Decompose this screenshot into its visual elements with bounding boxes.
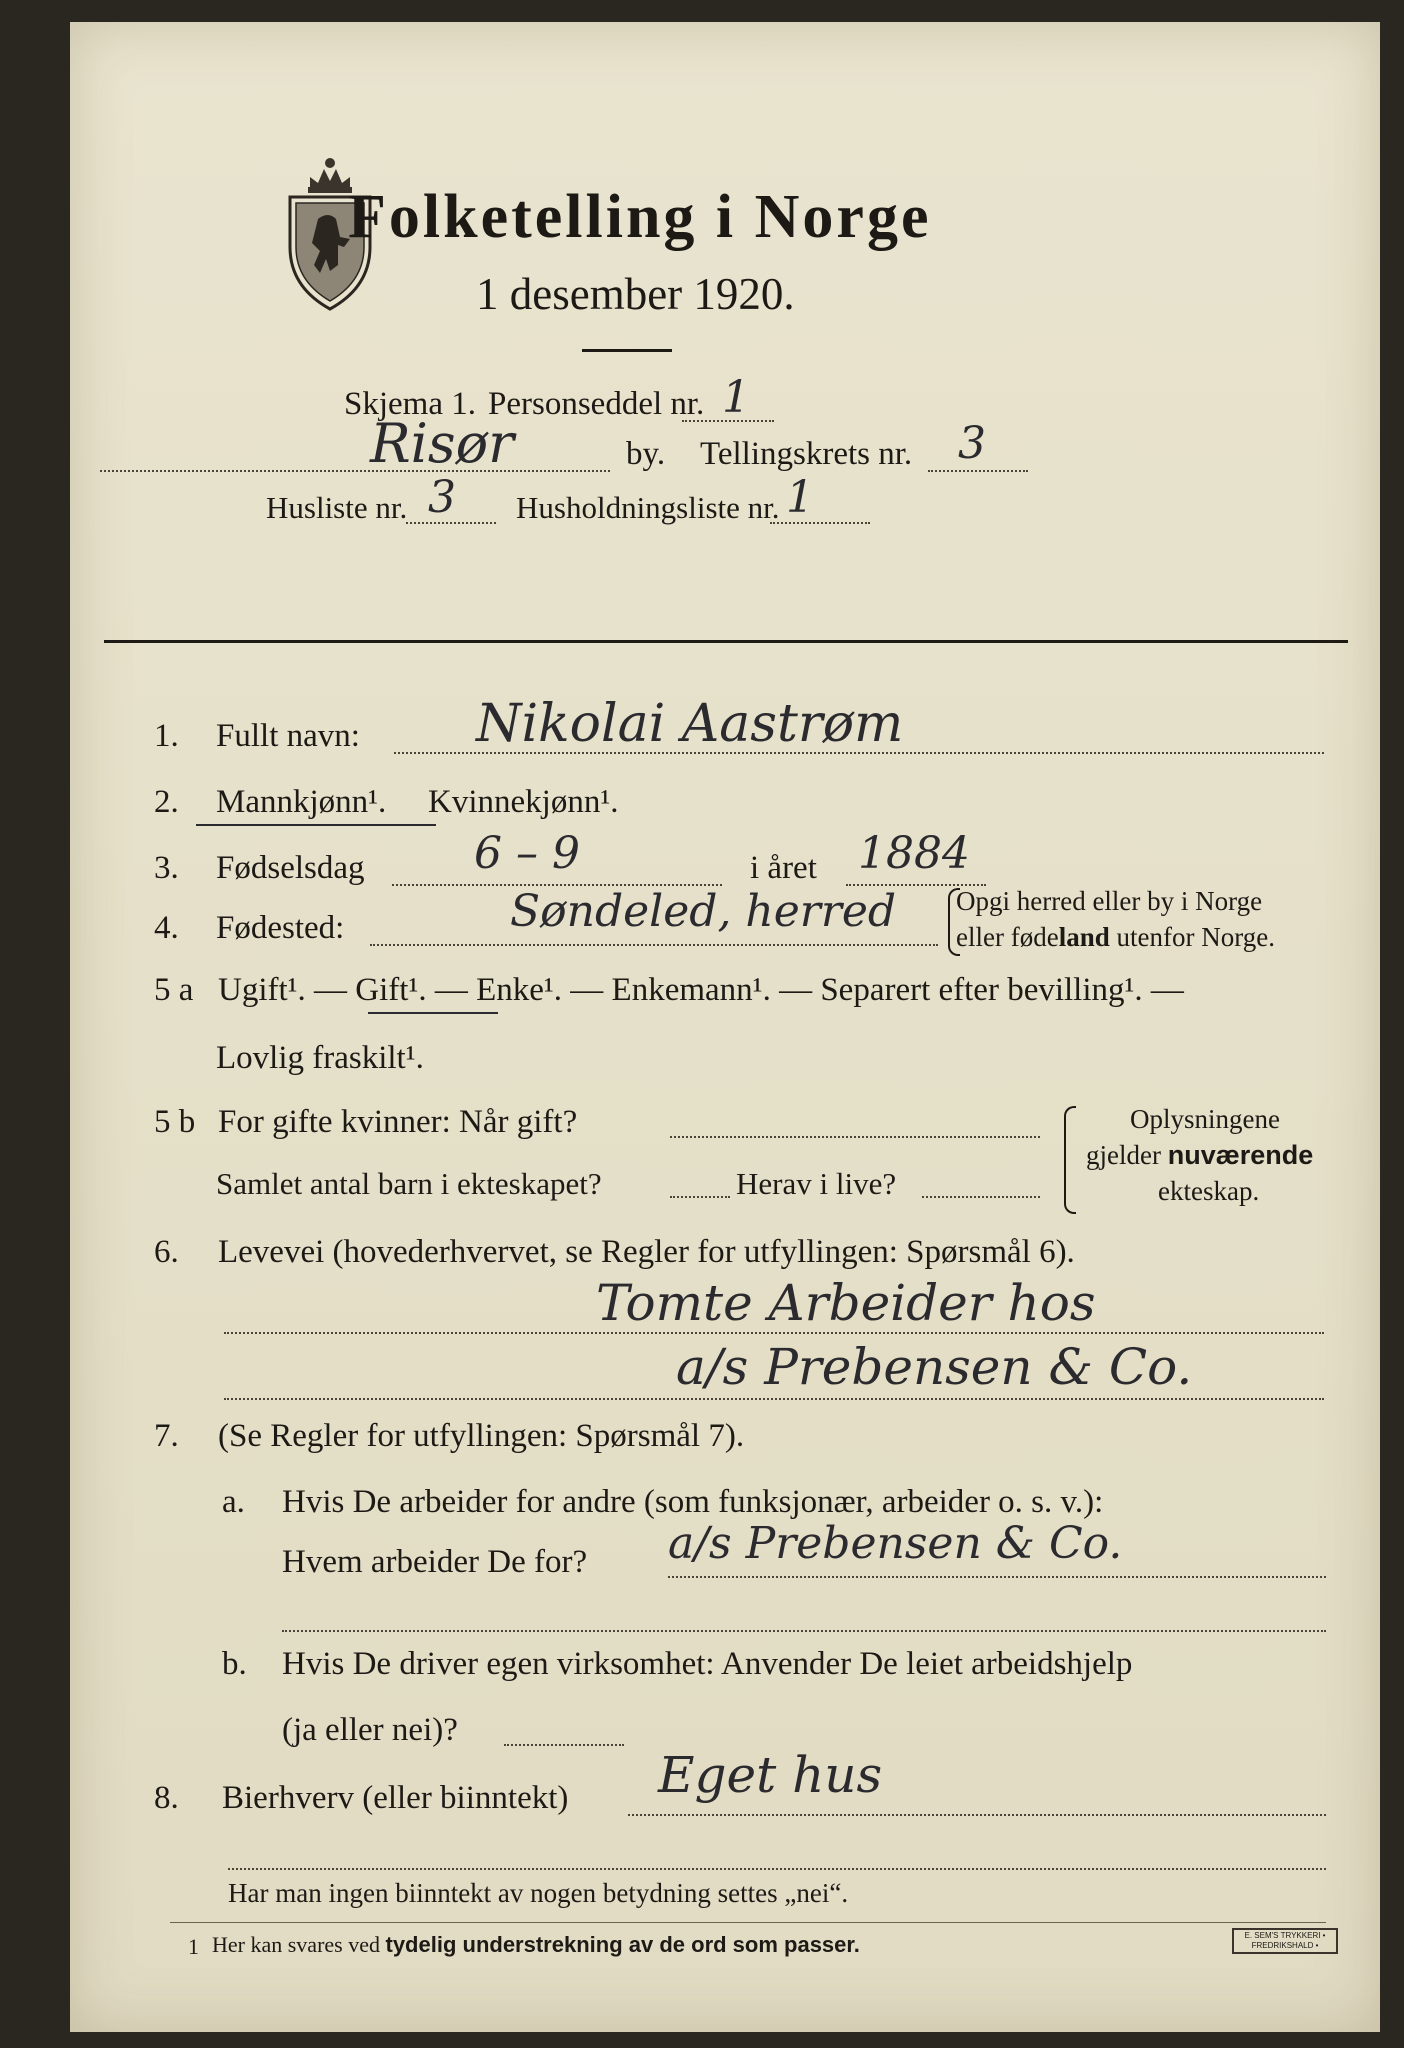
q6-label: Levevei (hovederhvervet, se Regler for utfyllingen: Spørsmål 6). [218, 1234, 1075, 1270]
census-form-page [70, 22, 1380, 2032]
q7a-field-line-2 [282, 1630, 1326, 1632]
q6-number: 6. [154, 1234, 179, 1270]
q8-number: 8. [154, 1780, 179, 1816]
q4-value: Søndeled, herred [510, 886, 897, 937]
q8-field-line [628, 1814, 1326, 1816]
tellingskrets-value: 3 [958, 418, 986, 469]
q7a-employer-value: a/s Prebensen & Co. [668, 1518, 1123, 1569]
q6-value-line1: Tomte Arbeider hos [596, 1274, 1096, 1332]
q8-value: Eget hus [658, 1746, 883, 1804]
q6-field-line-1 [224, 1332, 1324, 1334]
printer-stamp: E. SEM'S TRYKKERI • FREDRIKSHALD • [1232, 1928, 1338, 1954]
husholdningsliste-field-line [770, 522, 870, 524]
q7b-answer-label: (ja eller nei)? [282, 1712, 458, 1748]
q5b-note-brace [1064, 1106, 1076, 1214]
q2-male-option: Mannkjønn¹. [216, 784, 387, 820]
q8-label: Bierhverv (eller biinntekt) [222, 1780, 569, 1816]
tellingskrets-field-line [928, 470, 1028, 472]
q4-label: Fødested: [216, 910, 345, 946]
tellingskrets-label: Tellingskrets nr. [700, 436, 913, 472]
q7-label: (Se Regler for utfyllingen: Spørsmål 7). [218, 1418, 745, 1454]
personseddel-value: 1 [722, 372, 750, 423]
by-field-line [100, 470, 610, 472]
q5b-note-line3: ekteskap. [1158, 1176, 1260, 1206]
q7b-letter: b. [222, 1646, 247, 1682]
q1-number: 1. [154, 718, 179, 754]
husliste-label: Husliste nr. [266, 490, 408, 525]
q8-field-line-2 [228, 1868, 1326, 1870]
husliste-value: 3 [428, 472, 456, 523]
q4-field-line [370, 944, 938, 946]
footnote-text: Her kan svares ved tydelig understrekning av de ord som passer. [212, 1932, 860, 1957]
q6-value-line2: a/s Prebensen & Co. [676, 1338, 1193, 1396]
husholdningsliste-label: Husholdningsliste nr. [516, 490, 780, 525]
q1-value: Nikolai Aastrøm [476, 694, 904, 754]
form-title: Folketelling i Norge [348, 183, 932, 251]
q7a-letter: a. [222, 1484, 245, 1520]
q5b-when-married-field-line [670, 1136, 1040, 1138]
census-date: 1 desember 1920. [476, 269, 795, 319]
q5b-children-field-line [670, 1196, 730, 1198]
q7a-employer-label: Hvem arbeider De for? [282, 1544, 588, 1580]
q5b-number: 5 b [154, 1104, 196, 1140]
skjema-label: Skjema 1. [344, 386, 476, 422]
q3-year-label: i året [750, 850, 817, 886]
by-label: by. [626, 436, 666, 472]
q3-label: Fødselsdag [216, 850, 365, 886]
q5b-when-married-label: For gifte kvinner: Når gift? [218, 1104, 578, 1140]
q4-note-line2: eller fødeland utenfor Norge. [956, 922, 1275, 952]
q5a-gift-underline [368, 1012, 498, 1014]
q7-number: 7. [154, 1418, 179, 1454]
q5b-living-field-line [922, 1196, 1040, 1198]
personseddel-label: Personseddel nr. [488, 386, 705, 422]
biinntekt-note: Har man ingen biinntekt av nogen betydning settes „nei“. [228, 1878, 849, 1908]
footnote-mark: 1 [188, 1934, 199, 1959]
header-rule [104, 640, 1348, 643]
q3-value: 6 – 9 [474, 828, 580, 879]
q2-number: 2. [154, 784, 179, 820]
q5b-children-label: Samlet antal barn i ekteskapet? [216, 1166, 602, 1201]
husholdningsliste-value: 1 [786, 472, 814, 523]
q4-note-line1: Opgi herred eller by i Norge [956, 886, 1263, 916]
q5a-number: 5 a [154, 972, 194, 1008]
q5a-options: Ugift¹. — Gift¹. — Enke¹. — Enkemann¹. — Separert efter bevilling¹. — [218, 972, 1184, 1008]
q4-number: 4. [154, 910, 179, 946]
q5b-living-label: Herav i live? [736, 1166, 897, 1201]
q3-number: 3. [154, 850, 179, 886]
q7a-field-line-1 [668, 1576, 1326, 1578]
q3-year-value: 1884 [858, 828, 970, 879]
footnote-rule [170, 1922, 1326, 1923]
q1-label: Fullt navn: [216, 718, 360, 754]
q2-female-option: Kvinnekjønn¹. [428, 784, 619, 820]
q6-field-line-2 [224, 1398, 1324, 1400]
q7a-question: Hvis De arbeider for andre (som funksjonær, arbeider o. s. v.): [282, 1484, 1104, 1520]
title-divider [582, 349, 672, 352]
by-value: Risør [370, 412, 514, 475]
q7b-question: Hvis De driver egen virksomhet: Anvender De leiet arbeidshjelp [282, 1646, 1133, 1682]
q5b-note-line2: gjelder nuværende [1086, 1140, 1314, 1170]
q7b-field-line [504, 1744, 624, 1746]
q5b-note-line1: Oplysningene [1130, 1104, 1280, 1134]
q5a-options-line2: Lovlig fraskilt¹. [216, 1040, 424, 1076]
q2-male-underline [196, 824, 436, 826]
